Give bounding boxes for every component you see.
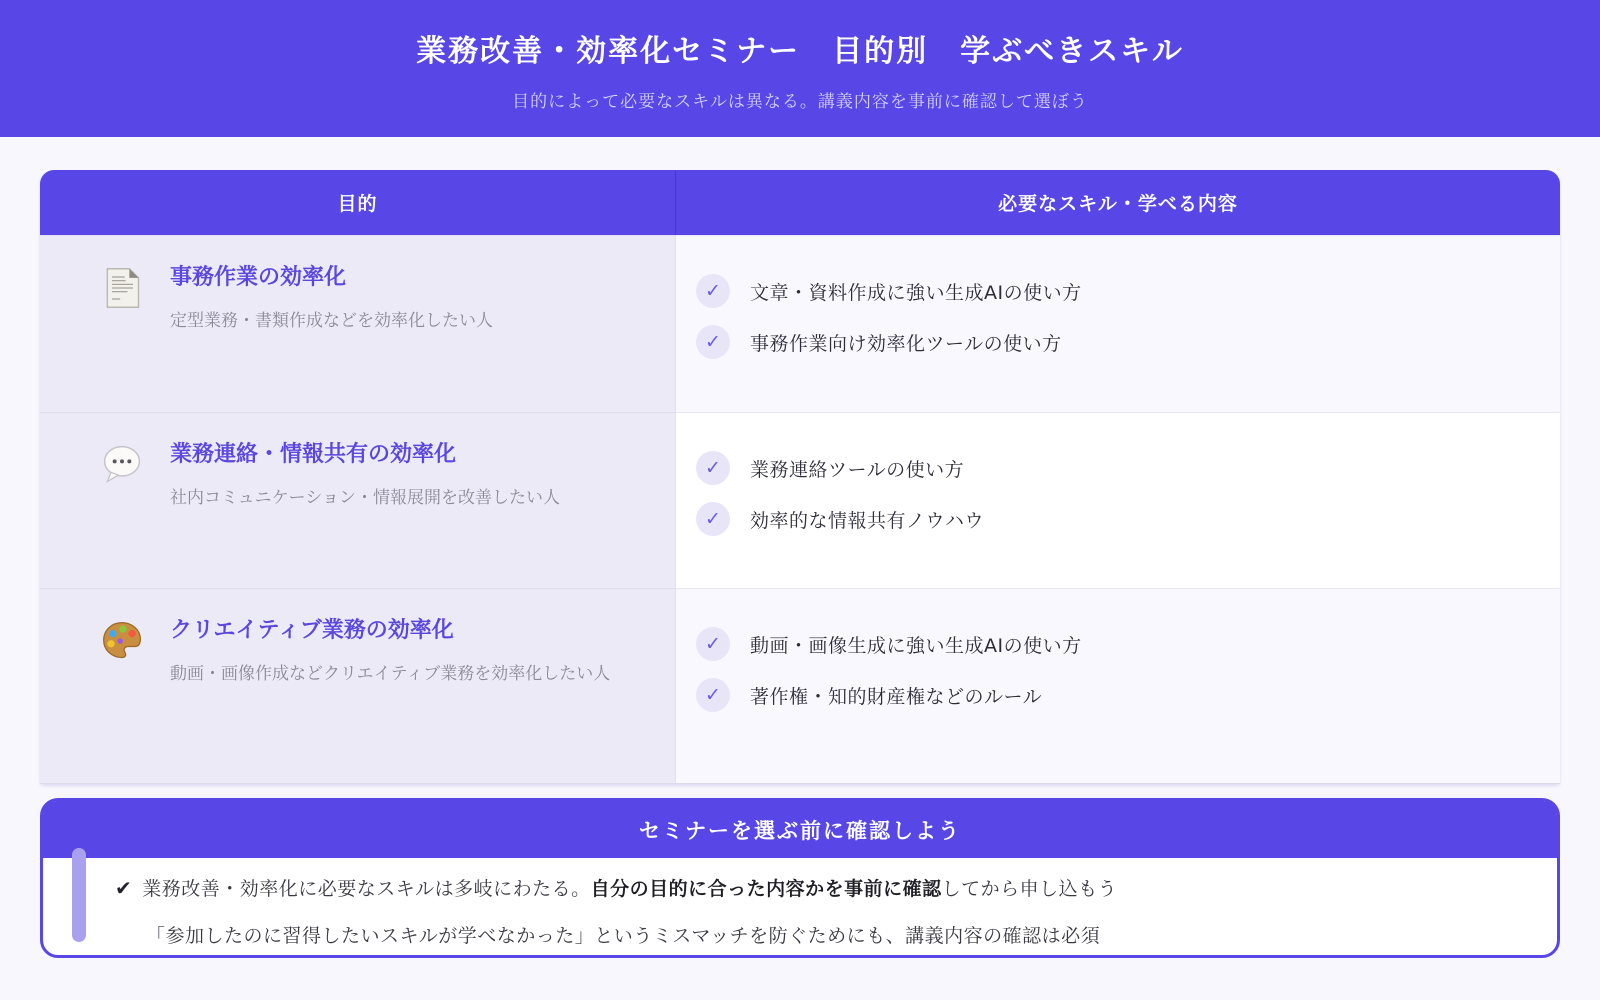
confirmation-callout [40,798,1560,958]
skill-item [696,678,1560,712]
table-row [40,588,1560,784]
check-badge-icon: ✓ [696,627,730,661]
skills-cell-creative [676,588,1560,783]
purpose-text-block [170,441,560,508]
purpose-title: 業務連絡・情報共有の効率化 [170,442,457,467]
skill-text: 著作権・知的財産権などのルール [750,685,1043,708]
callout-text-normal: 業務改善・効率化に必要なスキルは多岐にわたる。 [142,878,591,900]
callout-line-1 [115,874,1527,901]
callout-title: セミナーを選ぶ前に確認しよう [43,801,1557,858]
skill-item [696,502,1560,536]
purpose-description: 動画・画像作成などクリエイティブ業務を効率化したい人 [170,663,611,684]
skill-text: 事務作業向け効率化ツールの使い方 [750,332,1062,355]
check-badge-icon: ✓ [696,325,730,359]
check-badge-icon: ✓ [696,678,730,712]
purpose-description: 定型業務・書類作成などを効率化したい人 [170,310,493,331]
document-icon [100,266,144,310]
page-title: 業務改善・効率化セミナー 目的別 学ぶべきスキル [416,33,1184,69]
skill-text: 動画・画像生成に強い生成AIの使い方 [750,634,1082,657]
table-row [40,412,1560,588]
purpose-text-block [170,617,610,684]
purpose-description: 社内コミュニケーション・情報展開を改善したい人 [170,487,560,508]
skill-item [696,325,1560,359]
skill-item [696,274,1560,308]
purpose-text-block [170,264,493,331]
accent-bar [72,848,86,942]
page-subtitle: 目的によって必要なスキルは異なる。講義内容を事前に確認して選ぼう [512,91,1088,112]
table-row [40,235,1560,412]
column-header-purpose: 目的 [40,170,676,235]
purpose-cell-communication [40,412,676,588]
check-badge-icon: ✓ [696,451,730,485]
callout-text-bold: 自分の目的に合った内容かを事前に確認 [590,878,942,900]
skill-text: 業務連絡ツールの使い方 [750,458,965,481]
skill-text: 効率的な情報共有ノウハウ [750,509,985,532]
purpose-cell-office-work [40,235,676,412]
comparison-table [40,170,1560,784]
callout-text-normal: してから申し込もう [941,878,1118,900]
skill-item [696,627,1560,661]
page-banner [0,0,1600,137]
purpose-title: クリエイティブ業務の効率化 [170,618,454,643]
skills-cell-office-work [676,235,1560,412]
check-badge-icon: ✓ [696,502,730,536]
table-header-row [40,170,1560,235]
skills-cell-communication [676,412,1560,588]
check-icon: ✔ [115,876,133,900]
column-header-skills: 必要なスキル・学べる内容 [998,193,1238,215]
purpose-title: 事務作業の効率化 [170,265,347,290]
callout-body [43,858,1557,948]
callout-line-2: 「参加したのに習得したいスキルが学べなかった」というミスマッチを防ぐためにも、講義内容の確認は必須 [146,925,1101,947]
speech-bubble-icon [100,443,144,487]
palette-icon [100,619,144,663]
skill-text: 文章・資料作成に強い生成AIの使い方 [750,281,1082,304]
purpose-cell-creative [40,588,676,783]
check-badge-icon: ✓ [696,274,730,308]
skill-item [696,451,1560,485]
